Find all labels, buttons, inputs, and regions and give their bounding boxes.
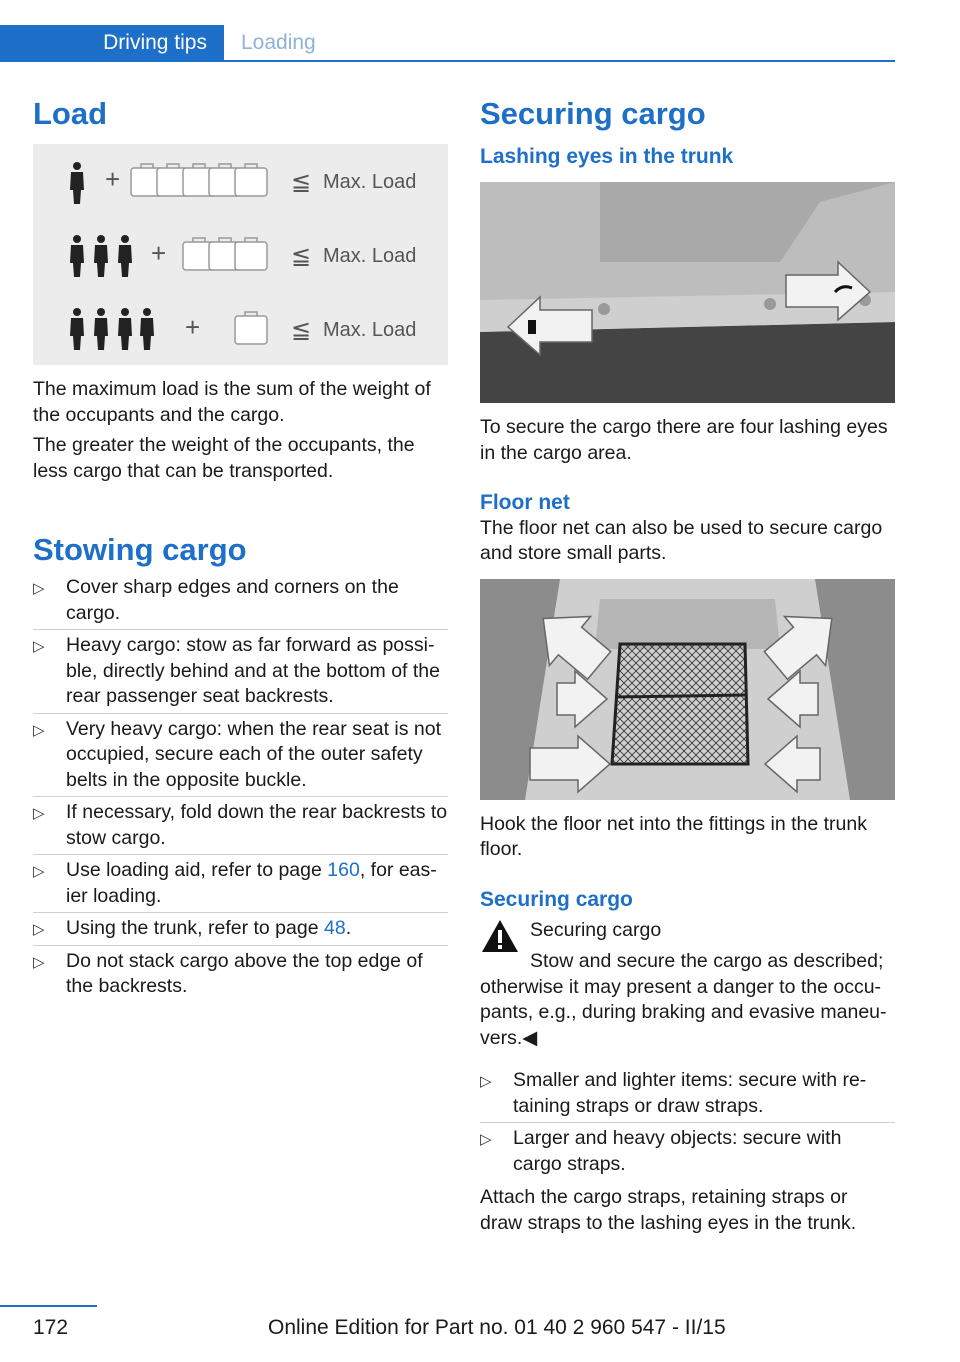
page-link-160[interactable]: 160 <box>327 859 360 882</box>
page-link-48[interactable]: 48 <box>323 917 346 940</box>
list-item: ▷ Use loading aid, refer to page 160, for eas‐ier loading. <box>33 855 448 913</box>
lashing-paragraph: To secure the cargo there are four lashing eyes in the cargo area. <box>480 416 888 464</box>
stowing-list <box>33 572 448 1003</box>
warning-text-2: otherwise it may present a danger to the occu‐pants, e.g., during braking and evasive maneu‐vers.◀ <box>480 975 887 1049</box>
securing-subheading: Securing cargo <box>480 887 633 911</box>
securing-list <box>480 1065 895 1180</box>
load-row-3 <box>70 308 416 350</box>
load-paragraph-1: The maximum load is the sum of the weight of the occupants and the cargo. <box>33 378 431 426</box>
stowing-heading: Stowing cargo <box>33 532 247 568</box>
triangle-bullet-icon: ▷ <box>33 863 45 881</box>
load-diagram <box>33 144 448 365</box>
section-tab-loading[interactable]: Loading <box>241 31 316 54</box>
load-row-2 <box>70 235 416 277</box>
list-item: ▷ Do not stack cargo above the top edge of the backrests. <box>33 949 423 998</box>
load-figure <box>33 144 448 365</box>
warning-title: Securing cargo <box>530 918 662 941</box>
svg-text:≦: ≦ <box>291 316 312 345</box>
triangle-bullet-icon: ▷ <box>33 638 45 656</box>
page-number: 172 <box>33 1316 69 1339</box>
edition-text: Online Edition for Part no. 01 40 2 960 547 - II/15 <box>268 1316 726 1339</box>
load-row-1 <box>70 162 416 204</box>
svg-text:+: + <box>151 238 167 269</box>
warning-block <box>480 918 895 975</box>
svg-text:≦: ≦ <box>291 242 312 271</box>
lashing-eyes-photo <box>480 182 895 403</box>
list-item: ▷ If necessary, fold down the rear backrests to stow cargo. <box>33 797 448 855</box>
securing-heading: Securing cargo <box>480 96 706 131</box>
list-item: ▷ Cover sharp edges and corners on the cargo. <box>33 572 448 630</box>
load-heading: Load <box>33 96 108 131</box>
warning-text-1: Stow and secure the cargo as described; <box>530 950 884 973</box>
triangle-bullet-icon: ▷ <box>33 580 45 598</box>
left-column <box>33 95 448 1003</box>
triangle-bullet-icon: ▷ <box>33 721 45 739</box>
list-item: ▷ Heavy cargo: stow as far forward as possi‐ble, directly behind and at the bottom of the rear passenger seat backrests. <box>33 630 448 714</box>
floor-net-illustration <box>480 579 895 800</box>
attach-paragraph: Attach the cargo straps, retaining straps or draw straps to the lashing eyes in the trunk. <box>480 1186 857 1234</box>
trunk-lashing-illustration <box>480 182 895 403</box>
warning-triangle-icon <box>480 918 520 954</box>
footer-rule <box>0 1305 97 1307</box>
load-row-2-label: Max. Load <box>323 245 417 268</box>
floor-net-photo <box>480 579 895 800</box>
hook-paragraph: Hook the floor net into the fittings in the trunk floor. <box>480 812 867 861</box>
triangle-bullet-icon: ▷ <box>33 921 45 939</box>
triangle-bullet-icon: ▷ <box>33 805 45 823</box>
load-paragraph-2: The greater the weight of the occupants, the less cargo that can be transported. <box>33 434 415 482</box>
section-tab-driving-tips[interactable]: Driving tips <box>0 25 224 60</box>
list-item: ▷ Using the trunk, refer to page 48. <box>33 913 448 946</box>
svg-text:+: + <box>185 312 201 343</box>
load-row-1-label: Max. Load <box>323 171 417 194</box>
svg-text:+: + <box>105 164 121 195</box>
list-item: ▷ Very heavy cargo: when the rear seat is not occupied, secure each of the outer safety belts in the opposite buckle. <box>33 714 448 798</box>
triangle-bullet-icon: ▷ <box>480 1073 492 1091</box>
floor-net-paragraph: The floor net can also be used to secure cargo and store small parts. <box>480 516 883 565</box>
right-column <box>480 95 895 1236</box>
triangle-bullet-icon: ▷ <box>33 953 45 971</box>
load-row-3-label: Max. Load <box>323 319 417 342</box>
svg-text:≦: ≦ <box>291 168 312 197</box>
list-item: ▷ Larger and heavy objects: secure with cargo straps. <box>480 1127 842 1175</box>
floor-net-heading: Floor net <box>480 491 570 515</box>
lashing-eyes-heading: Lashing eyes in the trunk <box>480 145 734 169</box>
page-header <box>0 25 895 62</box>
list-item: ▷ Smaller and lighter items: secure with re‐taining straps or draw straps. <box>480 1065 895 1123</box>
triangle-bullet-icon: ▷ <box>480 1131 492 1149</box>
